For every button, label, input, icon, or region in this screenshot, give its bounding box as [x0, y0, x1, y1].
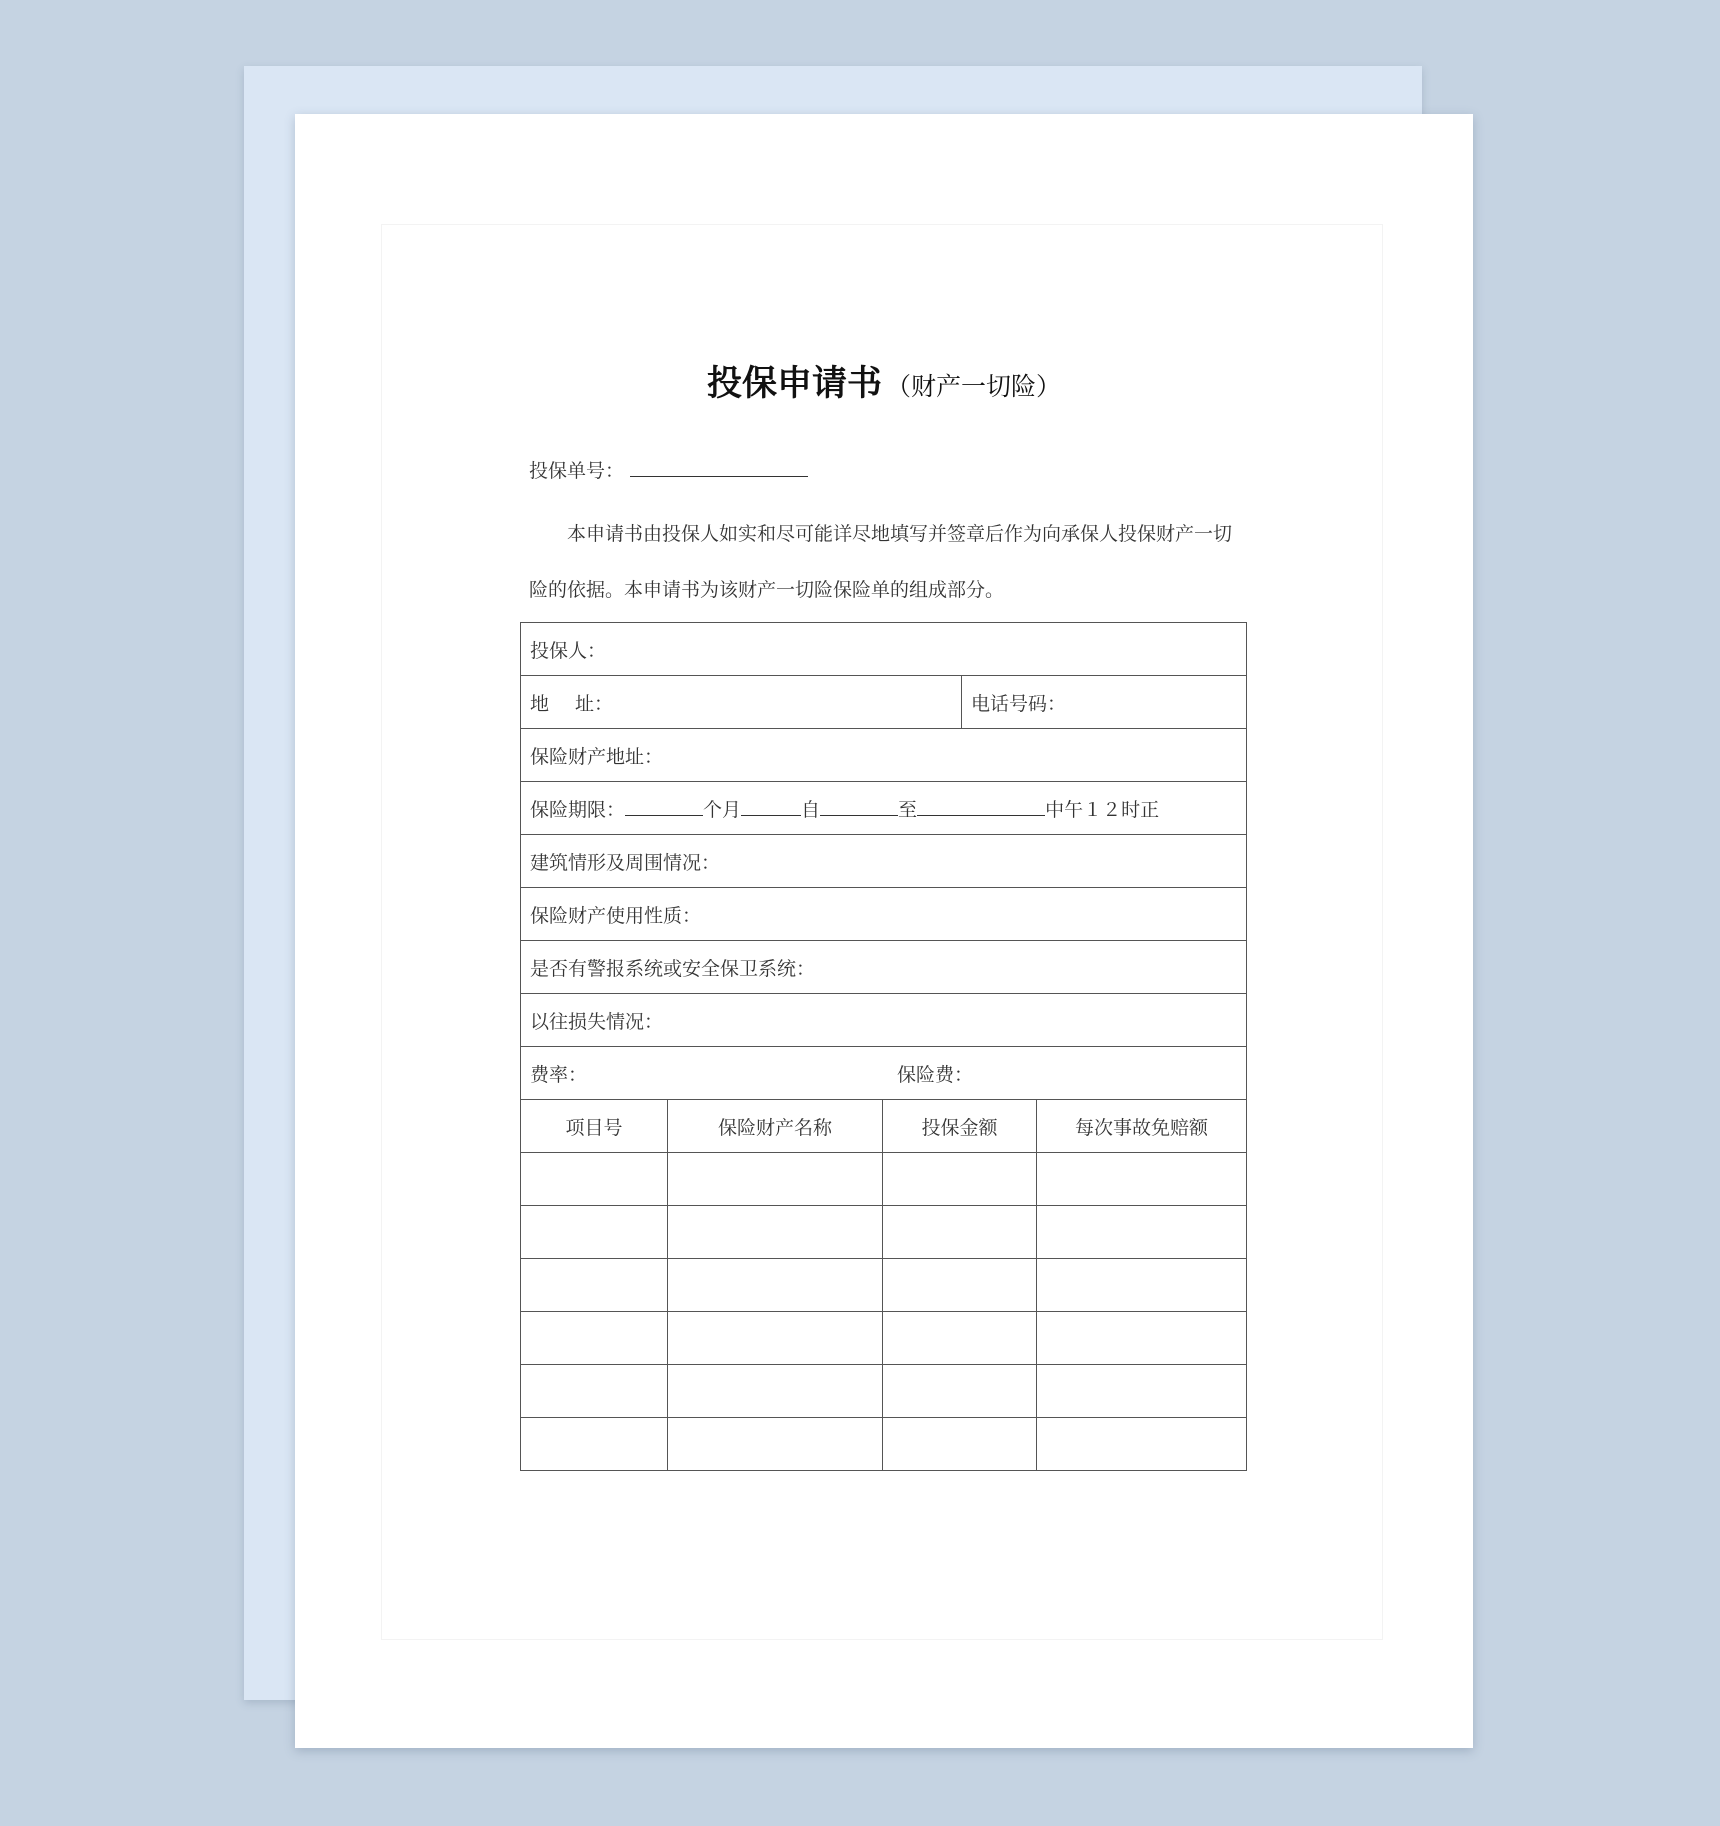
items-body	[521, 1153, 1247, 1471]
form-row-rate-premium	[521, 1047, 1247, 1100]
deductible-cell[interactable]	[1037, 1365, 1247, 1418]
deductible-cell[interactable]	[1037, 1259, 1247, 1312]
property-name-cell[interactable]	[668, 1259, 883, 1312]
applicant-field[interactable]	[521, 623, 1247, 676]
property-name-cell[interactable]	[668, 1365, 883, 1418]
period-months-blank[interactable]	[625, 799, 703, 816]
table-row	[521, 1418, 1247, 1471]
policy-number-field[interactable]	[630, 460, 808, 477]
policy-number-label: 投保单号：	[529, 460, 625, 482]
period-to-label: 至	[898, 798, 918, 821]
intro-paragraph: 本申请书由投保人如实和尽可能详尽地填写并签章后作为向承保人投保财产一切险的依据。本申请书为该财产一切险保险单的组成部分。	[529, 523, 1233, 601]
table-row	[521, 1206, 1247, 1259]
applicant-label: 投保人：	[530, 639, 607, 662]
deductible-cell[interactable]	[1037, 1312, 1247, 1365]
table-row	[521, 1259, 1247, 1312]
period-from-blank[interactable]	[820, 799, 898, 816]
building-label: 建筑情形及周围情况：	[530, 851, 721, 874]
property-address-label: 保险财产地址：	[530, 745, 664, 768]
insured-amount-cell[interactable]	[883, 1312, 1037, 1365]
item-no-cell[interactable]	[521, 1206, 668, 1259]
property-name-cell[interactable]	[668, 1418, 883, 1471]
building-field[interactable]	[521, 835, 1247, 888]
policy-number-line	[529, 456, 808, 483]
deductible-cell[interactable]	[1037, 1206, 1247, 1259]
period-end-label: 中午１２时正	[1045, 798, 1160, 821]
period-months-label: 个月	[703, 798, 742, 821]
item-no-cell[interactable]	[521, 1418, 668, 1471]
usage-field[interactable]	[521, 888, 1247, 941]
insured-amount-cell[interactable]	[883, 1418, 1037, 1471]
insured-amount-cell[interactable]	[883, 1259, 1037, 1312]
item-no-cell[interactable]	[521, 1365, 668, 1418]
property-name-cell[interactable]	[668, 1312, 883, 1365]
period-label: 保险期限：	[530, 798, 626, 821]
insured-amount-cell[interactable]	[883, 1206, 1037, 1259]
form-row-usage	[521, 888, 1247, 941]
table-row	[521, 1312, 1247, 1365]
table-row	[521, 1153, 1247, 1206]
period-to-blank[interactable]	[917, 799, 1045, 816]
deductible-cell[interactable]	[1037, 1418, 1247, 1471]
header-deductible: 每次事故免赔额	[1037, 1100, 1247, 1153]
items-header-row	[521, 1100, 1247, 1153]
period-extra-blank[interactable]	[741, 799, 801, 816]
form-row-property-address	[521, 729, 1247, 782]
item-no-cell[interactable]	[521, 1153, 668, 1206]
property-address-field[interactable]	[521, 729, 1247, 782]
header-property-name: 保险财产名称	[668, 1100, 883, 1153]
address-label-2: 址：	[575, 692, 614, 715]
address-label-1: 地	[530, 692, 550, 715]
application-form-table	[520, 622, 1247, 1471]
form-row-building	[521, 835, 1247, 888]
past-losses-label: 以往损失情况：	[530, 1010, 664, 1033]
item-no-cell[interactable]	[521, 1312, 668, 1365]
phone-label: 电话号码：	[971, 692, 1067, 715]
past-losses-field[interactable]	[521, 994, 1247, 1047]
insured-amount-cell[interactable]	[883, 1153, 1037, 1206]
form-row-address	[521, 676, 1247, 729]
document-title	[295, 356, 1473, 406]
rate-label: 费率：	[530, 1063, 588, 1086]
property-name-cell[interactable]	[668, 1206, 883, 1259]
rate-premium-field[interactable]	[521, 1047, 1247, 1100]
form-row-applicant	[521, 623, 1247, 676]
alarm-field[interactable]	[521, 941, 1247, 994]
property-name-cell[interactable]	[668, 1153, 883, 1206]
address-field[interactable]	[521, 676, 962, 729]
table-row	[521, 1365, 1247, 1418]
document-page	[295, 114, 1473, 1748]
alarm-label: 是否有警报系统或安全保卫系统：	[530, 957, 816, 980]
usage-label: 保险财产使用性质：	[530, 904, 702, 927]
form-row-past-losses	[521, 994, 1247, 1047]
title-main: 投保申请书	[706, 364, 882, 404]
period-from-label: 自	[801, 798, 821, 821]
header-insured-amount: 投保金额	[883, 1100, 1037, 1153]
form-row-alarm	[521, 941, 1247, 994]
header-item-no: 项目号	[521, 1100, 668, 1153]
title-subtitle: （财产一切险）	[886, 372, 1062, 401]
period-field[interactable]	[521, 782, 1247, 835]
premium-label: 保险费：	[897, 1063, 974, 1086]
phone-field[interactable]	[962, 676, 1247, 729]
deductible-cell[interactable]	[1037, 1153, 1247, 1206]
form-row-period	[521, 782, 1247, 835]
item-no-cell[interactable]	[521, 1259, 668, 1312]
insured-amount-cell[interactable]	[883, 1365, 1037, 1418]
